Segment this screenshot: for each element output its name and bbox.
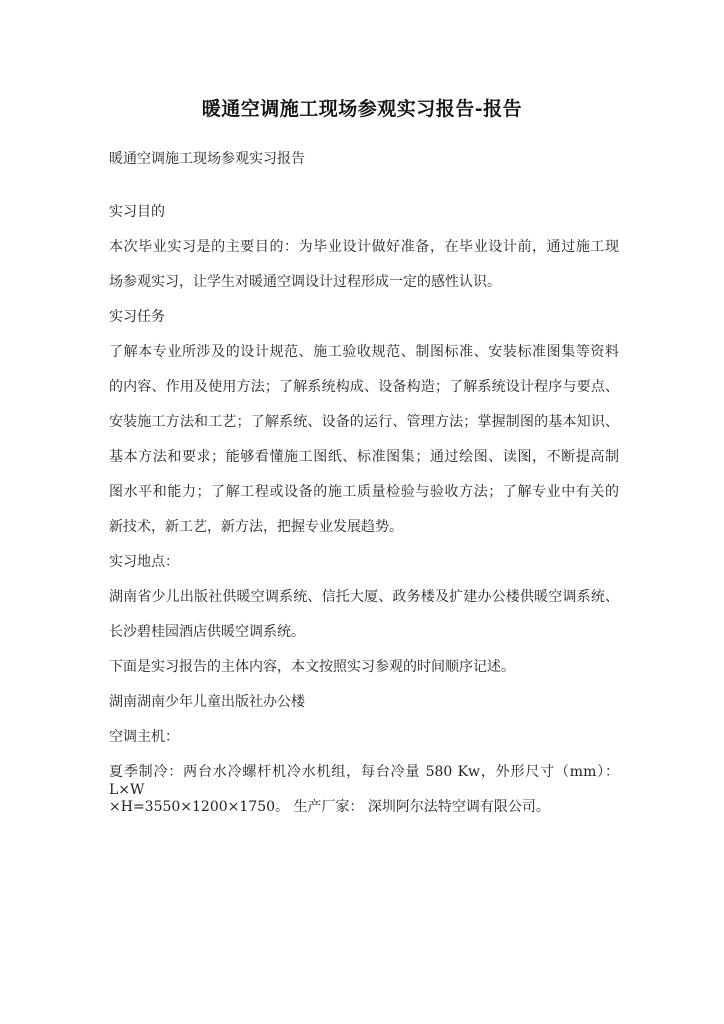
task-line: 基本方法和要求；能够看懂施工图纸、标准图集；通过绘图、读图，不断提高制 (109, 449, 619, 465)
report-subtitle: 暖通空调施工现场参观实习报告 (109, 151, 305, 167)
ac-heading: 空调主机： (109, 729, 179, 745)
purpose-line: 本次毕业实习是的主要目的：为毕业设计做好准备，在毕业设计前，通过施工现 (109, 239, 619, 255)
task-line: 安装施工方法和工艺；了解系统、设备的运行、管理方法；掌握制图的基本知识、 (109, 414, 619, 430)
purpose-line: 场参观实习，让学生对暖通空调设计过程形成一定的感性认识。 (109, 274, 501, 290)
intro-line: 下面是实习报告的主体内容，本文按照实习参观的时间顺序记述。 (109, 659, 515, 675)
task-line: 的内容、作用及使用方法；了解系统构成、设备构造；了解系统设计程序与要点、 (109, 379, 619, 395)
document-body (109, 150, 619, 833)
summer-line: ×H=3550×1200×1750。 生产厂家： 深圳阿尔法特空调有限公司。 (109, 799, 550, 815)
task-line: 图水平和能力；了解工程或设备的施工质量检验与验收方法；了解专业中有关的 (109, 484, 619, 500)
location-line: 长沙碧桂园酒店供暖空调系统。 (109, 624, 305, 640)
summer-line: 夏季制冷：两台水冷螺杆机冷水机组，每台冷量 580 Kw，外形尺寸（mm）：L×W (109, 764, 619, 798)
task-line: 新技术，新工艺，新方法，把握专业发展趋势。 (109, 519, 403, 535)
site-heading: 湖南湖南少年儿童出版社办公楼 (109, 694, 305, 710)
task-line: 了解本专业所涉及的设计规范、施工验收规范、制图标准、安装标准图集等资料 (109, 344, 619, 360)
purpose-heading: 实习目的 (109, 204, 165, 220)
task-heading: 实习任务 (109, 309, 165, 325)
page-title: 暖通空调施工现场参观实习报告-报告 (201, 98, 523, 120)
location-line: 湖南省少儿出版社供暖空调系统、信托大厦、政务楼及扩建办公楼供暖空调系统、 (109, 589, 619, 605)
spacer (109, 185, 619, 203)
location-heading: 实习地点： (109, 554, 179, 570)
